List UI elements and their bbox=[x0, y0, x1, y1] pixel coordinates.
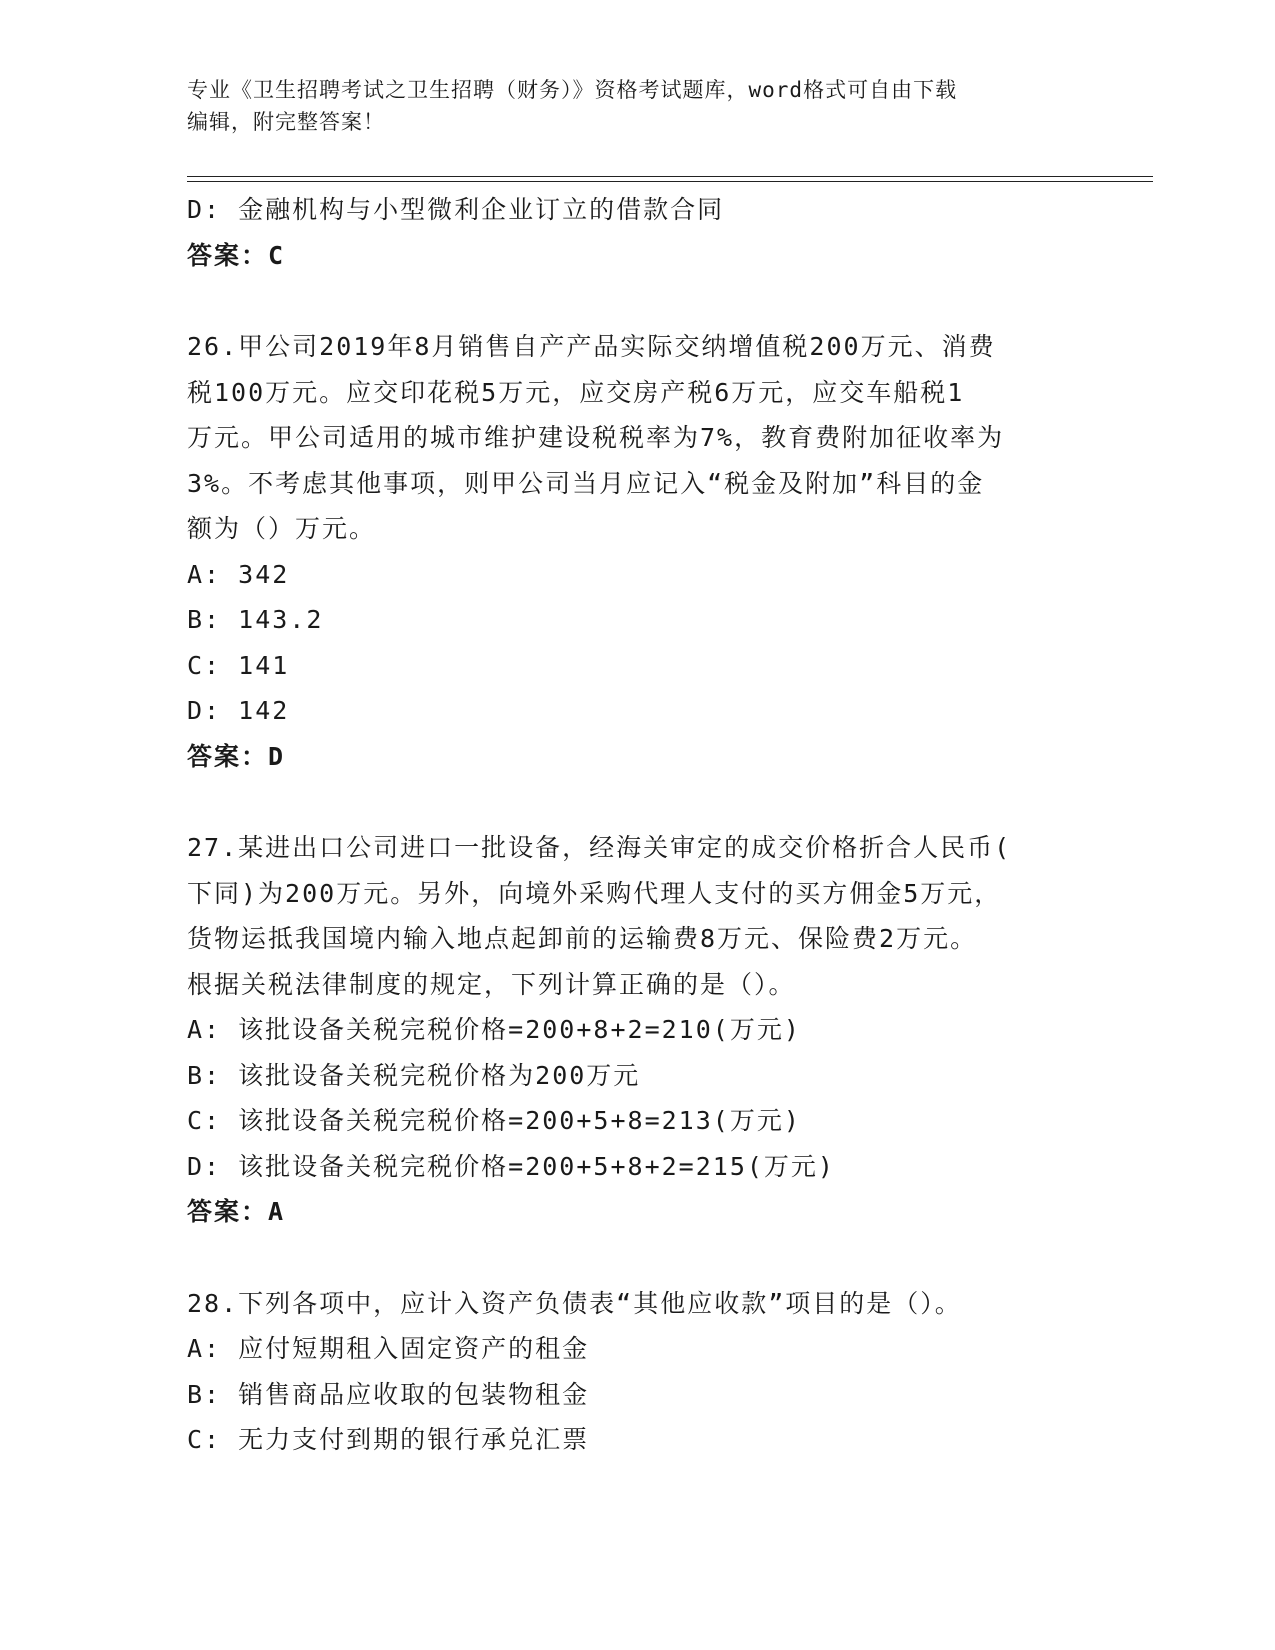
q27-stem-line-2: 下同)为200万元。另外，向境外采购代理人支付的买方佣金5万元， bbox=[187, 878, 1002, 908]
q27-option-a: A: 该批设备关税完税价格=200+8+2=210(万元) bbox=[187, 1015, 801, 1044]
spacer bbox=[187, 779, 1087, 825]
q26-stem-line-4: 3%。不考虑其他事项，则甲公司当月应记入“税金及附加”科目的金 bbox=[187, 468, 985, 498]
q28-option-b: B: 销售商品应收取的包装物租金 bbox=[187, 1379, 590, 1409]
q26-option-d: D: 142 bbox=[187, 696, 290, 725]
question-27 bbox=[187, 825, 1087, 1235]
q26-stem-line-5: 额为（）万元。 bbox=[187, 514, 377, 543]
q27-stem-line-1: 27.某进出口公司进口一批设备，经海关审定的成交价格折合人民币( bbox=[187, 833, 1012, 862]
q27-stem-line-3: 货物运抵我国境内输入地点起卸前的运输费8万元、保险费2万元。 bbox=[187, 924, 978, 953]
q28-option-c: C: 无力支付到期的银行承兑汇票 bbox=[187, 1425, 590, 1454]
header-line-1: 专业《卫生招聘考试之卫生招聘（财务）》资格考试题库，word格式可自由下载 bbox=[187, 78, 958, 102]
header-divider-top bbox=[187, 176, 1153, 177]
spacer bbox=[187, 278, 1087, 324]
q26-option-c: C: 141 bbox=[187, 650, 290, 680]
q26-option-a: A: 342 bbox=[187, 559, 290, 589]
q27-option-d: D: 该批设备关税完税价格=200+5+8+2=215(万元) bbox=[187, 1151, 835, 1181]
q26-option-b: B: 143.2 bbox=[187, 605, 324, 634]
q27-option-c: C: 该批设备关税完税价格=200+5+8=213(万元) bbox=[187, 1106, 801, 1135]
spacer bbox=[187, 1235, 1087, 1281]
q26-stem-line-3: 万元。甲公司适用的城市维护建设税税率为7%，教育费附加征收率为 bbox=[187, 423, 1005, 452]
q27-stem-line-4: 根据关税法律制度的规定，下列计算正确的是（）。 bbox=[187, 969, 796, 999]
header-line-2: 编辑，附完整答案！ bbox=[187, 110, 385, 134]
header-divider-bottom bbox=[187, 181, 1153, 182]
prev-option-d: D: 金融机构与小型微利企业订立的借款合同 bbox=[187, 195, 725, 224]
document-header bbox=[187, 74, 1087, 138]
q26-answer: 答案：D bbox=[187, 741, 286, 771]
q27-option-b: B: 该批设备关税完税价格为200万元 bbox=[187, 1060, 641, 1090]
q27-answer: 答案：A bbox=[187, 1197, 286, 1226]
question-26 bbox=[187, 324, 1087, 779]
q28-option-a: A: 应付短期租入固定资产的租金 bbox=[187, 1334, 590, 1363]
q28-stem-line-1: 28.下列各项中，应计入资产负债表“其他应收款”项目的是（）。 bbox=[187, 1288, 962, 1318]
question-content bbox=[187, 187, 1087, 1463]
q26-stem-line-2: 税100万元。应交印花税5万元，应交房产税6万元，应交车船税1 bbox=[187, 377, 965, 407]
question-28 bbox=[187, 1281, 1087, 1463]
prev-answer: 答案：C bbox=[187, 240, 286, 270]
q26-stem-line-1: 26.甲公司2019年8月销售自产产品实际交纳增值税200万元、消费 bbox=[187, 332, 996, 361]
